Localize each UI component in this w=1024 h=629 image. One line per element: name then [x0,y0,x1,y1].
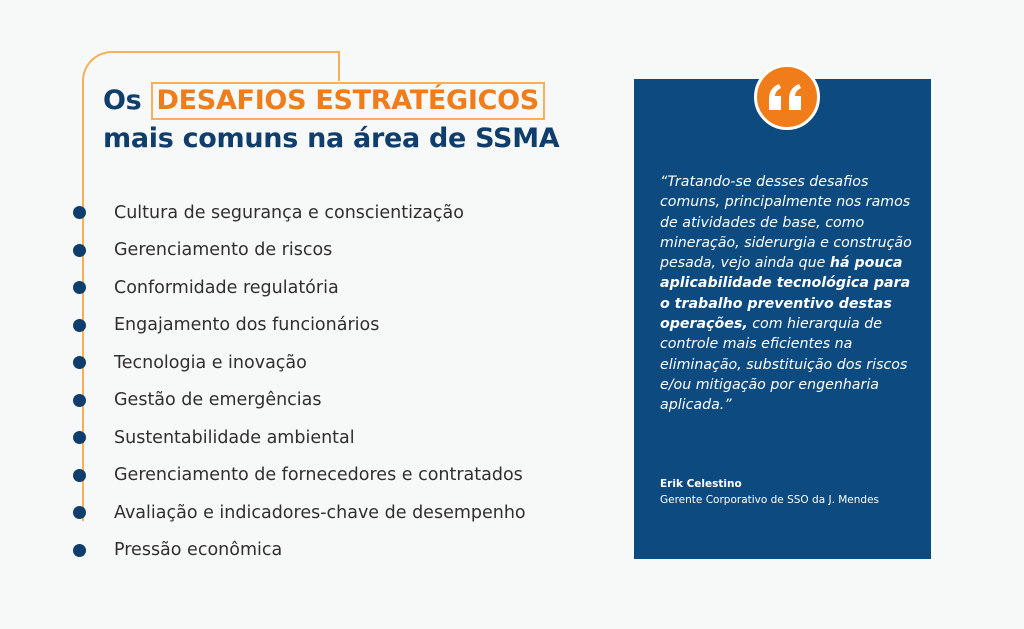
bullet-dot-icon [73,506,86,519]
title-highlight: DESAFIOS ESTRATÉGICOS [151,82,545,120]
bullet-dot-icon [73,244,86,257]
bullet-dot-icon [73,206,86,219]
list-item-text: Cultura de segurança e conscientização [114,202,464,223]
quote-badge [754,64,820,130]
list-item-text: Engajamento dos funcionários [114,315,380,336]
list-item [73,457,526,495]
list-item-text: Pressão econômica [114,540,283,561]
list-item [73,194,526,232]
bullet-dot-icon [73,319,86,332]
list-item-text: Gerenciamento de riscos [114,240,333,261]
decorative-bracket-tail [338,51,340,81]
list-item [73,232,526,270]
list-item [73,344,526,382]
list-item-text: Avaliação e indicadores-chave de desempenho [114,502,526,523]
title-line-2: mais comuns na área de SSMA [103,123,560,154]
bullet-dot-icon [73,394,86,407]
bullet-dot-icon [73,356,86,369]
list-item-text: Conformidade regulatória [114,277,339,298]
challenges-list [73,194,526,569]
title-prefix: Os [103,85,142,116]
bullet-dot-icon [73,544,86,557]
page-title [103,82,559,158]
quote-author-name: Erik Celestino [660,478,742,490]
list-item-text: Sustentabilidade ambiental [114,427,355,448]
quote-text [660,172,915,416]
bullet-dot-icon [73,469,86,482]
list-item [73,382,526,420]
list-item-text: Tecnologia e inovação [114,352,307,373]
quote-text-end: com hierarquia de controle mais eficientes na eliminação, substituição dos riscos e/ou mitigação por engenharia aplicada.” [660,316,908,414]
list-item [73,269,526,307]
bullet-dot-icon [73,431,86,444]
list-item [73,419,526,457]
quote-marks-icon [767,82,807,112]
list-item-text: Gestão de emergências [114,390,322,411]
list-item [73,307,526,345]
list-item [73,532,526,570]
list-item-text: Gerenciamento de fornecedores e contratados [114,465,523,486]
list-item [73,494,526,532]
bullet-dot-icon [73,281,86,294]
quote-text-bold: há pouca aplicabilidade tecnológica para o trabalho preventivo destas operações, [660,255,911,333]
quote-author-role: Gerente Corporativo de SSO da J. Mendes [660,494,880,506]
quote-text-start: “Tratando-se desses desafios comuns, principalmente nos ramos de atividades de base, como mineração, siderurgia e construção pesada, vejo ainda que [660,174,912,272]
